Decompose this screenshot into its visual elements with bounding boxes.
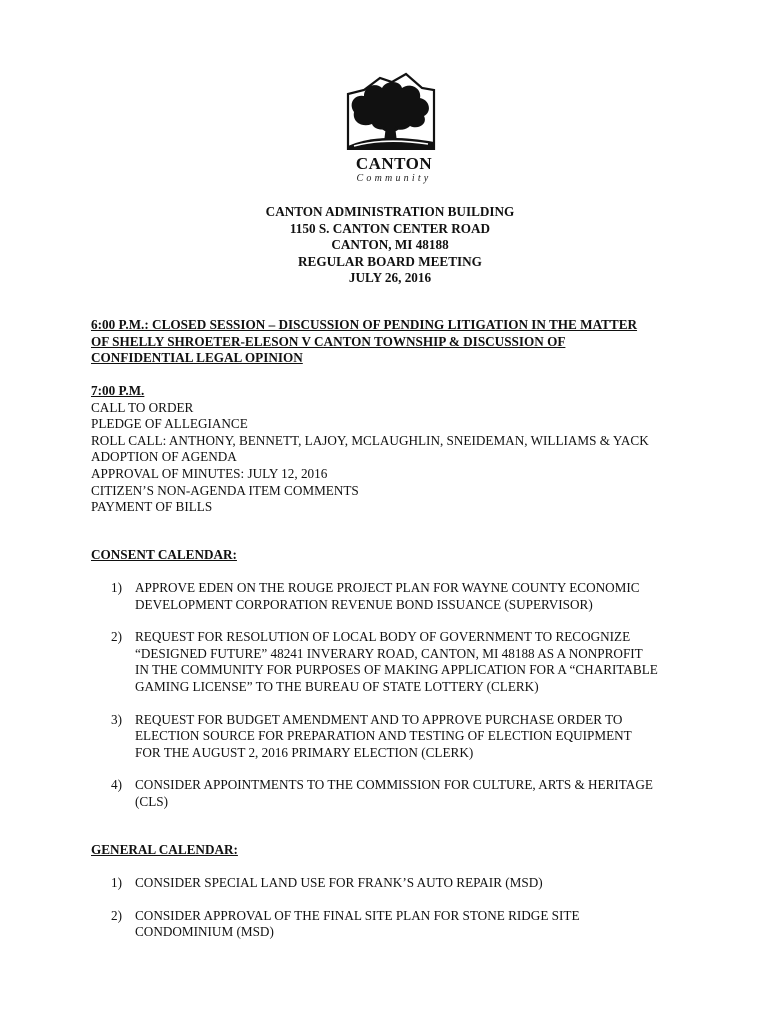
closed-session-line: CONFIDENTIAL LEGAL OPINION <box>91 350 303 366</box>
item-text: CONSIDER APPOINTMENTS TO THE COMMISSION FOR CULTURE, ARTS & HERITAGE <box>135 777 653 793</box>
item-text: CONSIDER SPECIAL LAND USE FOR FRANK’S AUTO REPAIR (MSD) <box>135 875 543 890</box>
header-address: 1150 S. CANTON CENTER ROAD <box>289 220 491 236</box>
header-city: CANTON, MI 48188 <box>331 237 449 253</box>
item-number: 4) <box>111 777 122 793</box>
agenda-item: PLEDGE OF ALLEGIANCE <box>91 416 248 432</box>
agenda-item: APPROVAL OF MINUTES: JULY 12, 2016 <box>91 465 328 481</box>
general-calendar-list <box>91 875 711 957</box>
agenda-item: ADOPTION OF AGENDA <box>91 449 237 465</box>
closed-session-line: 6:00 P.M.: CLOSED SESSION – DISCUSSION OF PENDING LITIGATION IN THE MATTER <box>91 317 638 332</box>
item-number: 2) <box>111 629 122 645</box>
list-item <box>91 875 711 892</box>
agenda-opening <box>91 383 721 516</box>
tree-emblem-icon <box>340 72 442 154</box>
list-item <box>91 777 711 810</box>
item-text: (CLS) <box>135 793 168 809</box>
list-item <box>91 908 711 941</box>
meeting-header <box>180 204 600 287</box>
item-text: REQUEST FOR RESOLUTION OF LOCAL BODY OF GOVERNMENT TO RECOGNIZE <box>135 629 631 645</box>
general-calendar-heading: GENERAL CALENDAR: <box>91 842 238 857</box>
item-number: 3) <box>111 711 122 727</box>
consent-calendar-list <box>91 580 711 827</box>
logo-name: CANTON <box>355 154 433 173</box>
logo-tagline: Community <box>356 173 432 184</box>
item-text: ELECTION SOURCE FOR PREPARATION AND TESTING OF ELECTION EQUIPMENT <box>135 728 632 744</box>
item-text: “DESIGNED FUTURE” 48241 INVERARY ROAD, CANTON, MI 48188 AS A NONPROFIT <box>135 645 643 661</box>
agenda-item: ROLL CALL: ANTHONY, BENNETT, LAJOY, MCLAUGHLIN, SNEIDEMAN, WILLIAMS & YACK <box>91 432 649 448</box>
item-number: 2) <box>111 907 122 923</box>
agenda-item: PAYMENT OF BILLS <box>91 499 213 515</box>
header-meeting-type: REGULAR BOARD MEETING <box>298 253 482 269</box>
list-item <box>91 712 711 762</box>
header-date: JULY 26, 2016 <box>348 270 432 286</box>
closed-session-line: OF SHELLY SHROETER-ELESON V CANTON TOWNSHIP & DISCUSSION OF <box>91 333 566 349</box>
item-text: CONDOMINIUM (MSD) <box>135 924 274 940</box>
agenda-item: CITIZEN’S NON-AGENDA ITEM COMMENTS <box>91 482 359 498</box>
list-item <box>91 629 711 695</box>
closed-session <box>91 317 701 367</box>
item-text: DEVELOPMENT CORPORATION REVENUE BOND ISSUANCE (SUPERVISOR) <box>135 596 593 612</box>
item-text: APPROVE EDEN ON THE ROUGE PROJECT PLAN FOR WAYNE COUNTY ECONOMIC <box>135 580 640 595</box>
item-text: GAMING LICENSE” TO THE BUREAU OF STATE LOTTERY (CLERK) <box>135 678 539 694</box>
list-item <box>91 580 711 613</box>
item-text: CONSIDER APPROVAL OF THE FINAL SITE PLAN FOR STONE RIDGE SITE <box>135 907 580 923</box>
header-building: CANTON ADMINISTRATION BUILDING <box>265 204 515 219</box>
item-number: 1) <box>111 580 122 595</box>
item-number: 1) <box>111 875 122 890</box>
item-text: IN THE COMMUNITY FOR PURPOSES OF MAKING APPLICATION FOR A “CHARITABLE <box>135 662 658 678</box>
item-text: FOR THE AUGUST 2, 2016 PRIMARY ELECTION (CLERK) <box>135 744 474 760</box>
item-text: REQUEST FOR BUDGET AMENDMENT AND TO APPROVE PURCHASE ORDER TO <box>135 711 623 727</box>
consent-calendar-heading: CONSENT CALENDAR: <box>91 547 237 562</box>
canton-logo <box>340 72 442 194</box>
agenda-item: CALL TO ORDER <box>91 399 194 415</box>
agenda-time: 7:00 P.M. <box>91 383 145 398</box>
